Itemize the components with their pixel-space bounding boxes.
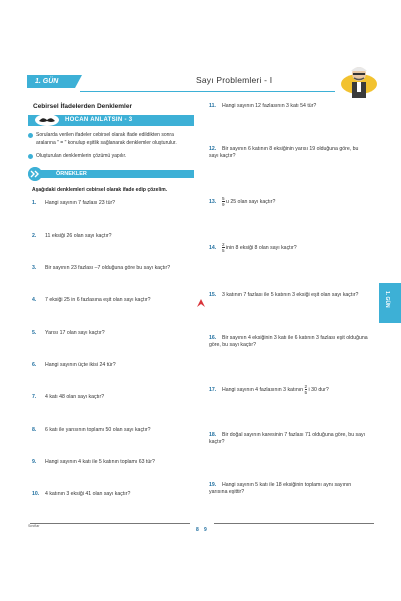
progress-timeline-right <box>214 523 374 535</box>
question-7: 7. 4 katı 48 olan sayı kaçtır? <box>32 394 105 400</box>
subject-heading: Cebirsel İfadelerden Denklemler <box>33 103 132 110</box>
timeline-label: Sınıflar <box>28 524 40 528</box>
page-number-right: 9 <box>204 527 207 533</box>
question-19: 19. Hangi sayının 5 katı ile 18 eksiğinin toplamı aynı sayının yarısına eşittir? <box>209 482 352 495</box>
mustache-icon <box>34 113 60 127</box>
title-underline <box>80 91 335 92</box>
question-9: 9. Hangi sayının 4 katı ile 5 katının toplamı 63 tür? <box>32 459 155 465</box>
question-3: 3. Bir sayının 23 fazlası –7 olduğuna göre bu sayı kaçtır? <box>32 265 171 271</box>
fraction: $\frac{5}{9}$ <box>222 196 225 207</box>
question-14: 14. $\frac{2}{5}$ inin 8 eksiği 8 olan sayı kaçtır? <box>209 242 297 253</box>
question-5: 5. Yarısı 17 olan sayı kaçtır? <box>32 330 105 336</box>
day-tab: 1. GÜN <box>27 75 75 88</box>
red-arrow-icon <box>196 298 206 308</box>
side-day-tab: 1. GÜN <box>379 283 401 323</box>
page-title: Sayı Problemleri - I <box>196 75 273 85</box>
question-12: 12. Bir sayının 6 katının 8 eksiğinin yarısı 19 olduğuna göre, bu sayı kaçtır? <box>209 146 359 159</box>
question-13: 13. $\frac{5}{9}$ u 25 olan sayı kaçtır? <box>209 196 276 207</box>
question-11: 11. Hangi sayının 12 fazlasının 3 katı 54 tür? <box>209 103 317 109</box>
fraction: $\frac{2}{5}$ <box>222 242 225 253</box>
fraction: $\frac{2}{5}$ <box>304 384 308 395</box>
question-10: 10. 4 katının 3 eksiği 41 olan sayı kaçtır? <box>32 491 131 497</box>
question-18: 18. Bir doğal sayının karesinin 7 fazlası 71 olduğuna göre, bu sayı kaçtır? <box>209 432 366 445</box>
question-2: 2. 11 eksiği 26 olan sayı kaçtır? <box>32 233 112 239</box>
question-8: 8. 6 katı ile yarısının toplamı 50 olan sayı kaçtır? <box>32 427 151 433</box>
hocan-anlatsin-label: HOCAN ANLATSIN - 3 <box>65 117 133 123</box>
page-number-left: 8 <box>196 527 199 533</box>
bullet-icon <box>28 133 33 138</box>
note-2: Oluşturulan denklemlerin çözümü yapılır. <box>36 153 127 159</box>
question-4: 4. 7 eksiği 25 in 6 fazlasına eşit olan sayı kaçtır? <box>32 297 151 303</box>
note-1: Sorularda verilen ifadeler cebirsel olarak ifade edildikten sonra aralarına " = " konulup eşitlik sağlanarak denklemler oluşturulur. <box>36 132 177 146</box>
question-1: 1. Hangi sayının 7 fazlası 23 tür? <box>32 200 116 206</box>
instruction-text: Aşağıdaki denklemleri cebirsel olarak ifade edip çözelim. <box>32 187 168 193</box>
question-6: 6. Hangi sayının üçte ikisi 24 tür? <box>32 362 116 368</box>
bullet-icon <box>28 154 33 159</box>
ornekler-label: ÖRNEKLER <box>56 171 87 177</box>
question-15: 15. 3 katının 7 fazlası ile 5 katının 3 eksiği eşit olan sayı kaçtır? <box>209 292 359 298</box>
double-chevron-icon <box>28 167 42 181</box>
progress-timeline-left <box>30 523 190 535</box>
question-17: 17. Hangi sayının 4 fazlasının 3 katının $\frac{2}{5}$ i 30 dur? <box>209 384 329 395</box>
teacher-mascot-icon <box>340 62 378 102</box>
question-16: 16. Bir sayının 4 eksiğinin 3 katı ile 6 katının 3 fazlası eşit olduğuna göre, bu sayı kaçtır? <box>209 335 368 348</box>
